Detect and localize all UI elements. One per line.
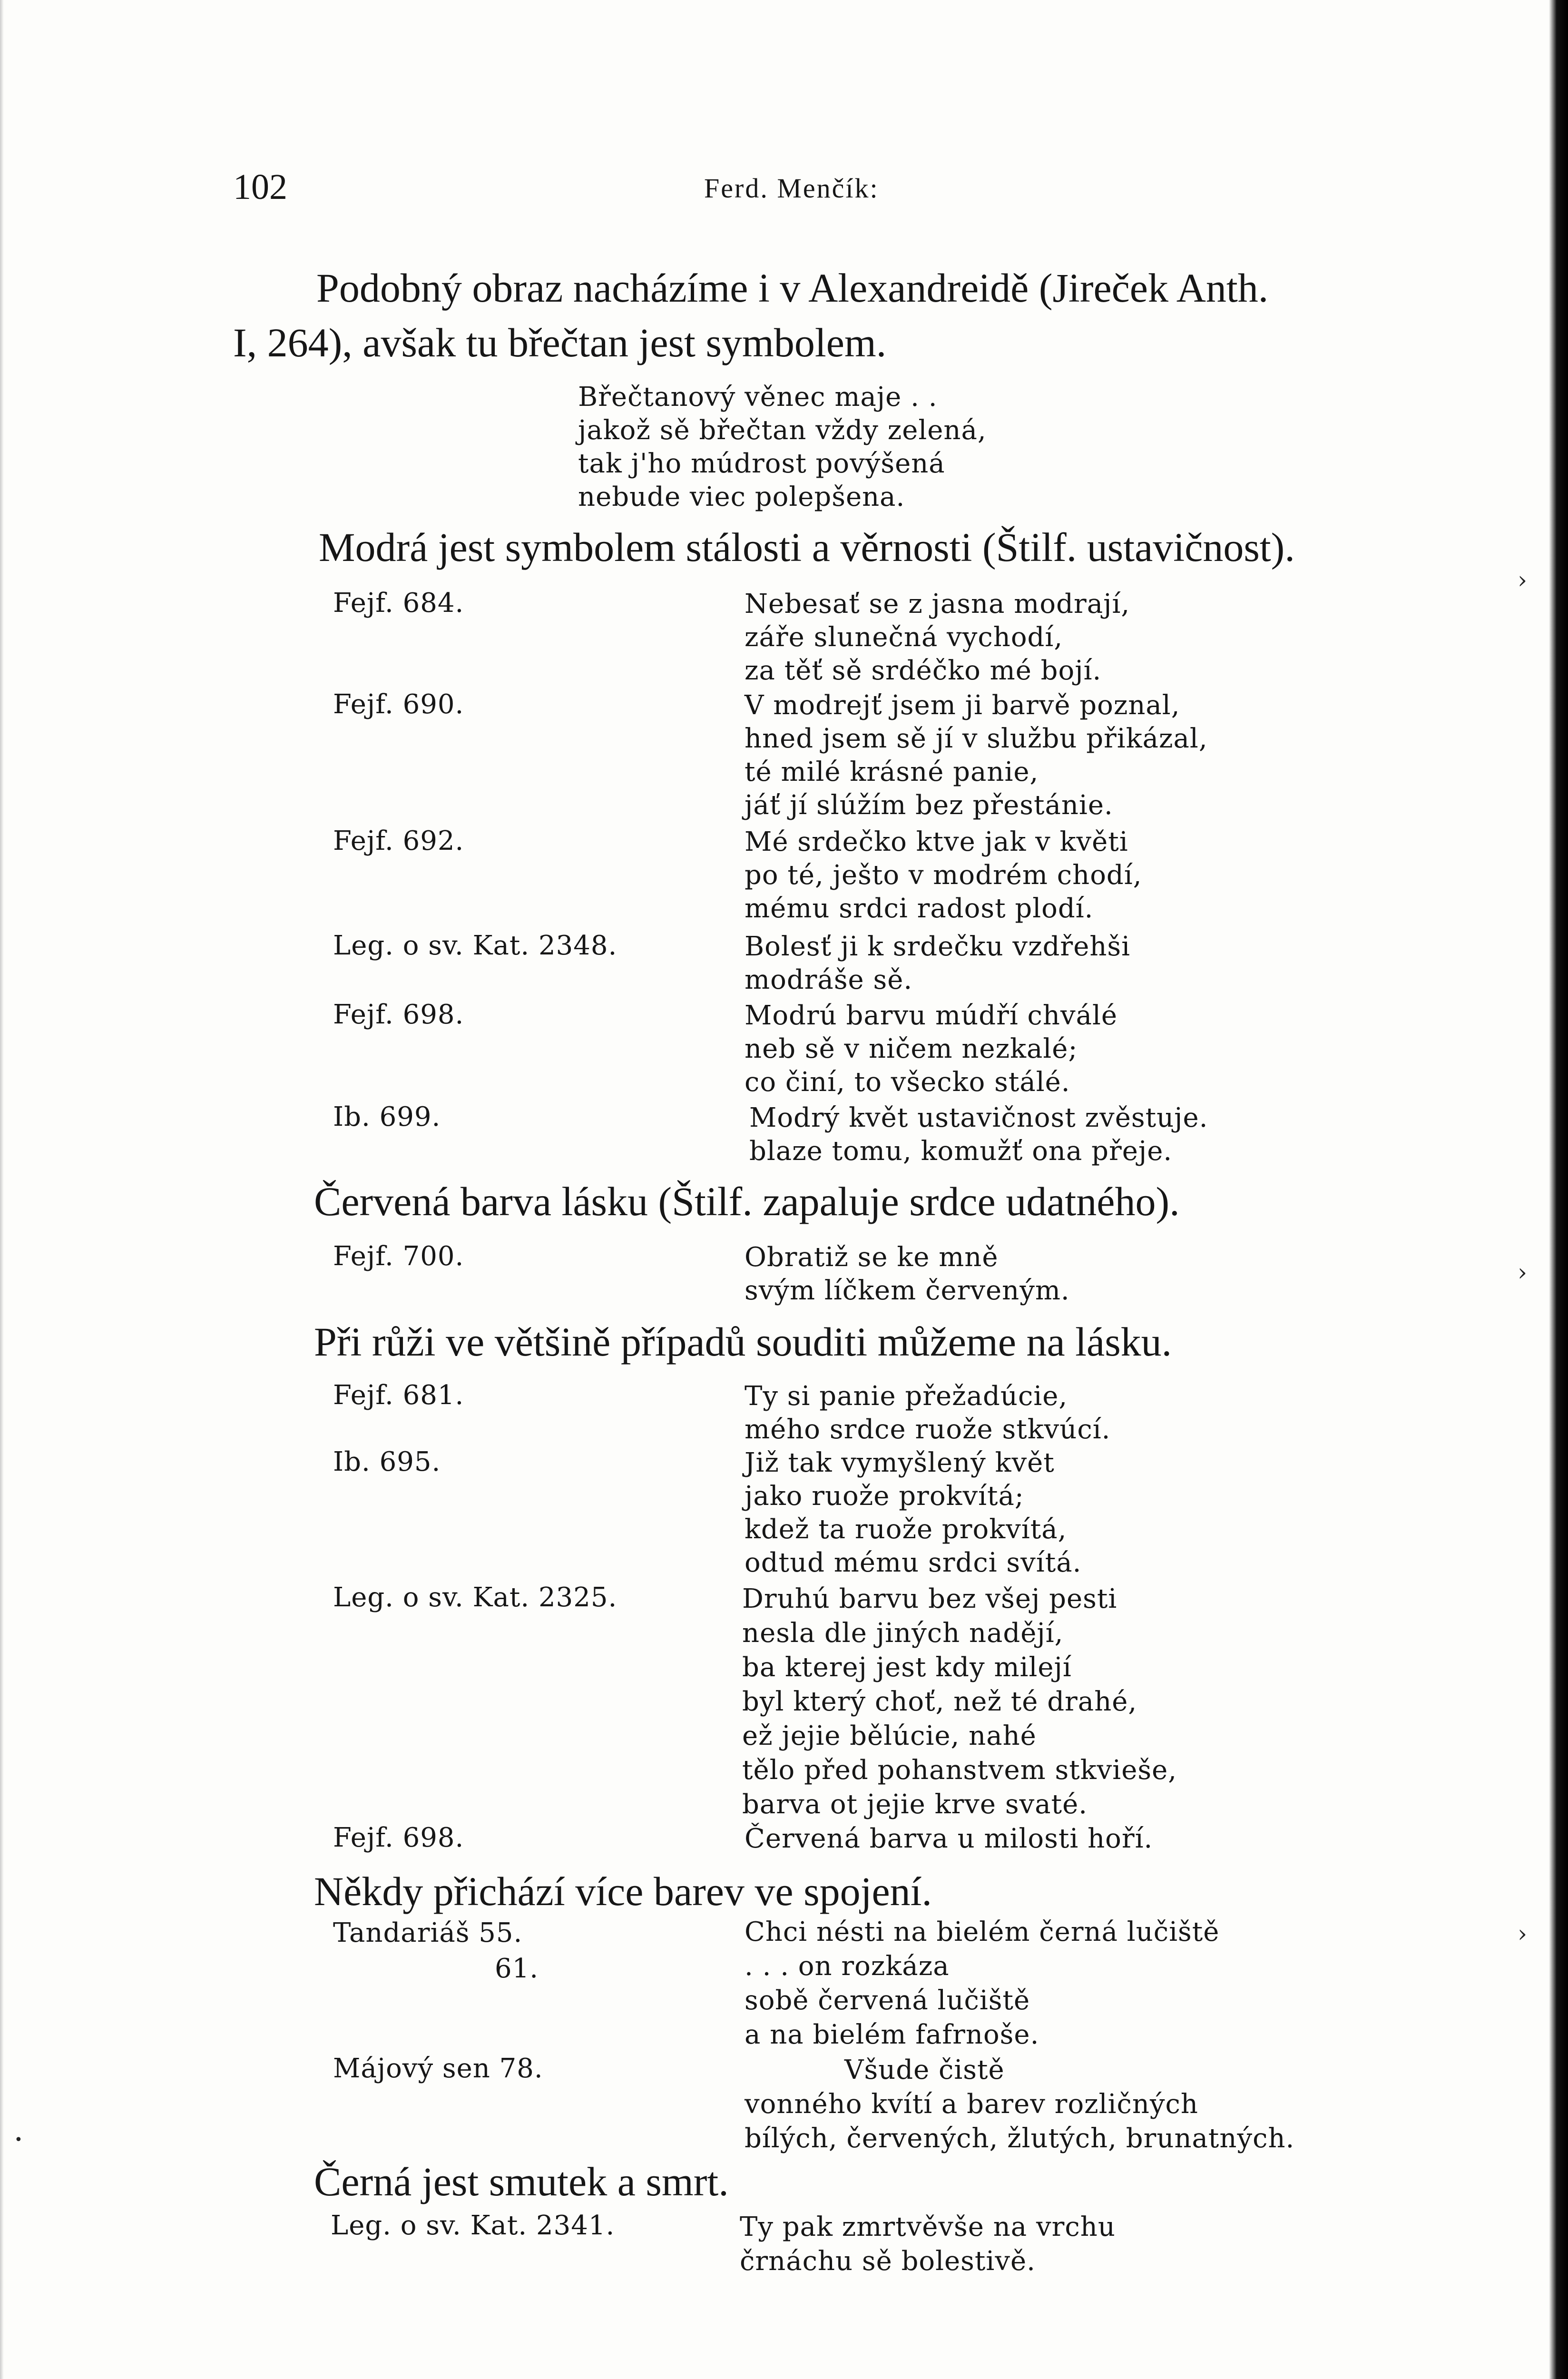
verse-block bbox=[745, 1822, 1153, 1856]
citation: Fejf. 690. bbox=[333, 689, 464, 720]
citation: Májový sen 78. bbox=[333, 2053, 543, 2084]
citation: 61. bbox=[495, 1953, 539, 1984]
verse-quote-alexandreida bbox=[578, 381, 987, 514]
verse-line: ež jejie bělúcie, nahé bbox=[742, 1720, 1037, 1751]
verse-line: byl který choť, než té drahé, bbox=[742, 1686, 1137, 1717]
verse-block bbox=[745, 2053, 1294, 2156]
verse-block bbox=[745, 588, 1130, 688]
margin-mark-icon: › bbox=[1518, 1258, 1527, 1286]
citation: Fejf. 698. bbox=[333, 1822, 464, 1853]
verse-block bbox=[745, 1380, 1110, 1446]
verse-line: barva ot jejie krve svaté. bbox=[742, 1789, 1088, 1820]
verse-line: Modrú barvu múdří chválé bbox=[745, 1000, 1118, 1031]
verse-line: hned jsem sě jí v službu přikázal, bbox=[745, 723, 1208, 754]
citation: Fejf. 692. bbox=[333, 826, 464, 856]
verse-block bbox=[745, 1241, 1070, 1307]
verse-line: sobě červená lučiště bbox=[745, 1985, 1030, 2016]
citation: Fejf. 681. bbox=[333, 1380, 464, 1411]
verse-line: jakož sě břečtan vždy zelená, bbox=[578, 415, 987, 446]
verse-line: tělo před pohanstvem stkvieše, bbox=[742, 1755, 1177, 1786]
verse-line: záře slunečná vychodí, bbox=[745, 622, 1063, 653]
citation: Tandariáš 55. bbox=[333, 1917, 523, 1948]
verse-line: bílých, červených, žlutých, brunatných. bbox=[745, 2123, 1295, 2154]
citation: Leg. o sv. Kat. 2341. bbox=[331, 2210, 615, 2241]
verse-line: mého srdce ruože stkvúcí. bbox=[745, 1414, 1111, 1445]
running-title: Ferd. Menčík: bbox=[704, 173, 879, 204]
verse-block bbox=[740, 2210, 1116, 2279]
citation: Fejf. 698. bbox=[333, 999, 464, 1030]
verse-line: Modrý květ ustavičnost zvěstuje. bbox=[749, 1102, 1208, 1133]
verse-line: jáť jí slúžím bez přestánie. bbox=[745, 790, 1113, 821]
verse-block bbox=[742, 1582, 1177, 1822]
verse-line: kdež ta ruože prokvítá, bbox=[745, 1514, 1067, 1545]
verse-line: mému srdci radost plodí. bbox=[745, 893, 1094, 924]
verse-line: jako ruože prokvítá; bbox=[745, 1481, 1024, 1512]
verse-line: . . . on rozkáza bbox=[745, 1951, 950, 1982]
verse-line: co činí, to všecko stálé. bbox=[745, 1067, 1070, 1098]
section-heading-blue: Modrá jest symbolem stálosti a věrnosti (Štilf. ustavičnost). bbox=[319, 524, 1295, 570]
verse-block bbox=[745, 930, 1130, 997]
verse-line: Břečtanový věnec maje . . bbox=[578, 382, 938, 413]
verse-line: a na bielém fafrnoše. bbox=[745, 2019, 1039, 2050]
verse-line: Bolesť ji k srdečku vzdřehši bbox=[745, 931, 1131, 962]
verse-line: odtud mému srdci svítá. bbox=[745, 1547, 1082, 1578]
verse-block bbox=[745, 999, 1117, 1099]
verse-line: Ty pak zmrtvěvše na vrchu bbox=[740, 2212, 1116, 2242]
verse-line: nebude viec polepšena. bbox=[578, 482, 905, 512]
verse-block bbox=[745, 826, 1142, 925]
citation-block bbox=[333, 1915, 539, 1986]
verse-line: té milé krásné panie, bbox=[745, 757, 1039, 787]
verse-line: tak j'ho múdrost povýšená bbox=[578, 448, 945, 479]
verse-line: po té, ješto v modrém chodí, bbox=[745, 860, 1142, 891]
verse-line: nesla dle jiných nadějí, bbox=[742, 1618, 1064, 1649]
verse-line: ba kterej jest kdy milejí bbox=[742, 1652, 1072, 1683]
verse-line: Ty si panie přežadúcie, bbox=[745, 1381, 1068, 1412]
verse-line: modráše sě. bbox=[745, 964, 913, 995]
verse-line: Všude čistě bbox=[844, 2055, 1005, 2085]
citation: Leg. o sv. Kat. 2348. bbox=[333, 930, 617, 961]
verse-line: Nebesať se z jasna modrají, bbox=[745, 589, 1130, 619]
verse-line: V modrejť jsem ji barvě poznal, bbox=[745, 690, 1180, 721]
section-heading-black: Černá jest smutek a smrt. bbox=[314, 2159, 729, 2204]
citation: Fejf. 700. bbox=[333, 1241, 464, 1272]
verse-line: svým líčkem červeným. bbox=[745, 1275, 1070, 1306]
verse-line: Druhú barvu bez všej pesti bbox=[742, 1583, 1117, 1614]
margin-dot-icon: • bbox=[14, 2132, 23, 2148]
page-number: 102 bbox=[233, 167, 287, 207]
section-heading-rose: Při růži ve většině případů souditi můžeme na lásku. bbox=[314, 1319, 1172, 1365]
verse-block bbox=[745, 1915, 1219, 2052]
verse-line: neb sě v ničem nezkalé; bbox=[745, 1033, 1078, 1064]
verse-line: Chci nésti na bielém černá lučiště bbox=[745, 1917, 1220, 1947]
citation: Leg. o sv. Kat. 2325. bbox=[333, 1582, 617, 1613]
verse-line: Mé srdečko ktve jak v květi bbox=[745, 826, 1128, 857]
paragraph-line: Podobný obraz nacházíme i v Alexandreidě (Jireček Anth. bbox=[316, 265, 1269, 311]
page-edge-left bbox=[0, 0, 4, 2379]
verse-line: blaze tomu, komužť ona přeje. bbox=[749, 1136, 1173, 1167]
verse-block bbox=[745, 689, 1208, 822]
margin-mark-icon: › bbox=[1518, 566, 1527, 594]
citation: Fejf. 684. bbox=[333, 588, 464, 619]
verse-line: za těť sě srdéčko mé bojí. bbox=[745, 655, 1102, 686]
verse-line: vonného kvítí a barev rozličných bbox=[745, 2089, 1198, 2120]
citation: Ib. 695. bbox=[333, 1446, 441, 1477]
verse-line: črnáchu sě bolestivě. bbox=[740, 2246, 1036, 2277]
verse-line: Obratiž se ke mně bbox=[745, 1242, 999, 1273]
verse-line: Červená barva u milosti hoří. bbox=[745, 1823, 1153, 1854]
verse-block bbox=[749, 1101, 1208, 1168]
section-heading-colors: Někdy přichází více barev ve spojení. bbox=[314, 1868, 932, 1914]
margin-mark-icon: › bbox=[1518, 1920, 1527, 1947]
paragraph-line: I, 264), avšak tu břečtan jest symbolem. bbox=[233, 320, 887, 365]
section-heading-red: Červená barva lásku (Štilf. zapaluje srdce udatného). bbox=[314, 1179, 1180, 1224]
verse-block bbox=[745, 1446, 1081, 1580]
verse-line: Již tak vymyšlený květ bbox=[745, 1447, 1055, 1478]
page-edge-right bbox=[1549, 0, 1568, 2379]
citation: Ib. 699. bbox=[333, 1101, 441, 1132]
